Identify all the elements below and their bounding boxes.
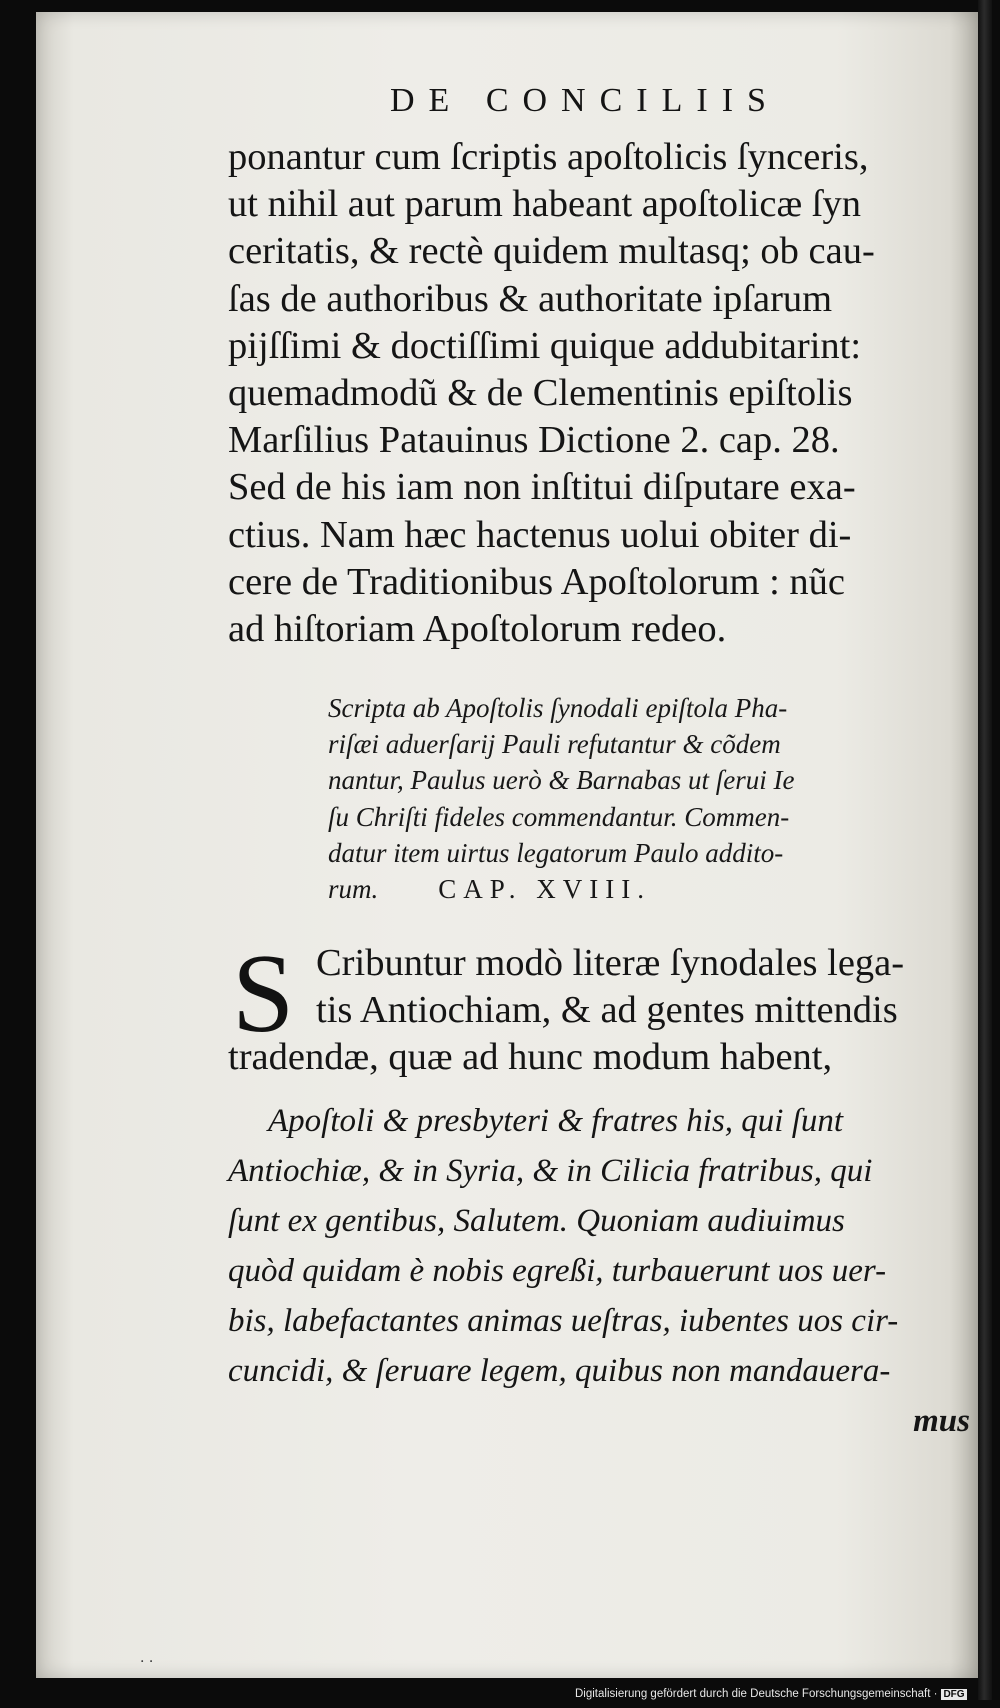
opening-line: Cribuntur modò literæ ſynodales lega-: [316, 942, 905, 984]
chapter-number: CAP. XVIII.: [438, 873, 652, 904]
summary-line: Scripta ab Apoſtolis ſynodali epiſtola Pha-: [328, 693, 788, 723]
letter-line: Antiochiæ, & in Syria, & in Cilicia fratribus, qui: [228, 1153, 873, 1189]
digitization-credit: [575, 1688, 967, 1700]
summary-line: riſæi aduerſarij Pauli refutantur & cõdem: [328, 729, 781, 760]
summary-line-last: [328, 871, 908, 907]
letter-line: Apoſtoli & presbyteri & fratres his, qui ſunt: [268, 1103, 844, 1139]
letter-line: ſunt ex gentibus, Salutem. Quoniam audiuimus: [228, 1203, 845, 1239]
body-paragraph: [228, 134, 988, 653]
summary-line: rum.: [328, 873, 379, 904]
body-line: ad hiſtoriam Apoſtolorum redeo.: [228, 607, 727, 650]
body-line: ctius. Nam hæc hactenus uolui obiter di-: [228, 513, 852, 556]
running-head: DE CONCILIIS: [390, 82, 780, 119]
dfg-logo[interactable]: DFG: [943, 1689, 965, 1700]
summary-line: datur item uirtus legatorum Paulo addito-: [328, 837, 784, 868]
catchword: mus: [913, 1403, 970, 1439]
summary-line: nantur, Paulus uerò & Barnabas ut ſerui Ie: [328, 765, 795, 796]
body-line: Sed de his iam non inſtitui diſputare exa-: [228, 466, 856, 509]
page-speck: · ·: [140, 1654, 154, 1670]
chapter-summary: [328, 690, 908, 907]
letter-line: cuncidi, & ſeruare legem, quibus non mandauera-: [228, 1353, 891, 1389]
opening-line: tradendæ, quæ ad hunc modum habent,: [228, 1036, 833, 1078]
body-line: ceritatis, & rectè quidem multasq; ob cau-: [228, 230, 875, 273]
summary-line: ſu Chriſti fideles commendantur. Commen-: [328, 801, 790, 832]
body-line: Marſilius Patauinus Dictione 2. cap. 28.: [228, 419, 840, 462]
body-line: ponantur cum ſcriptis apoſtolicis ſynceris,: [228, 136, 869, 178]
drop-cap-initial: S: [232, 932, 295, 1056]
chapter-opening-paragraph: [228, 932, 988, 1081]
letter-line: quòd quidam è nobis egreßi, turbauerunt uos uer-: [228, 1253, 887, 1289]
body-line: ut nihil aut parum habeant apoſtolicæ ſyn: [228, 183, 861, 226]
letter-line: bis, labefactantes animas ueſtras, iubentes uos cir-: [228, 1303, 899, 1339]
footer-text: Digitalisierung gefördert durch die Deutsche Forschungsgemeinschaft ·: [575, 1688, 938, 1700]
body-line: quemadmodũ & de Clementinis epiſtolis: [228, 371, 853, 414]
body-line: ſas de authoribus & authoritate ipſarum: [228, 277, 833, 320]
body-line: pijſſimi & doctiſſimi quique addubitarint:: [228, 324, 862, 367]
body-line: cere de Traditionibus Apoſtolorum : nũc: [228, 560, 846, 603]
synodal-letter: [228, 1096, 988, 1446]
opening-line: tis Antiochiam, & ad gentes mittendis: [316, 989, 898, 1031]
